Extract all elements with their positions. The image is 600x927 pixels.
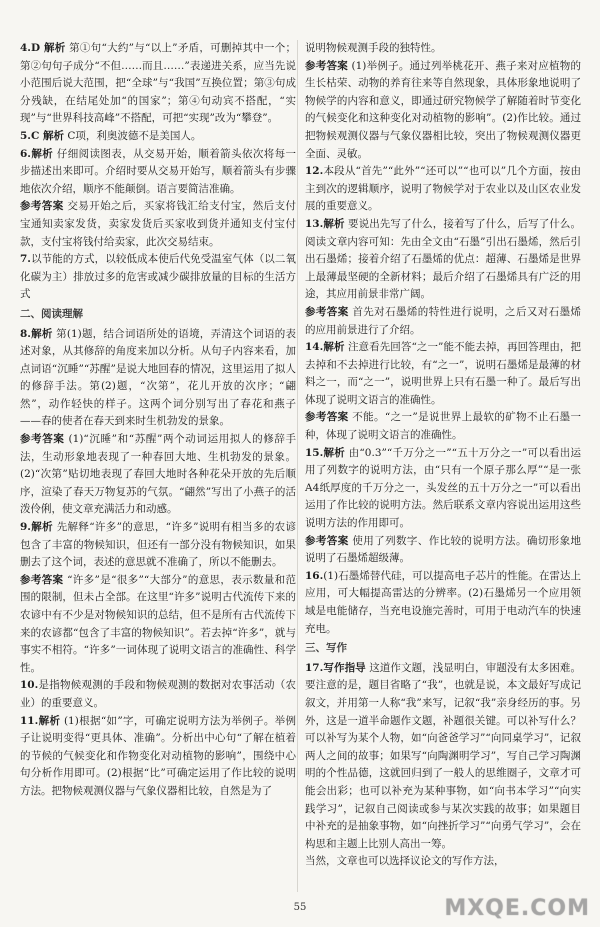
paragraph-text: 说明物候观测手段的独特性。: [305, 42, 442, 54]
page-number: 55: [293, 902, 307, 913]
paragraph-text: 要说出先写了什么，接着写了什么，后写了什么。阅读文章内容可知：先由全文由“石墨”引出石墨烯，然后引出石墨烯；接着介绍了石墨烯的优点：超薄、石墨烯是世界上最薄最坚硬的全新材料；最后介绍了石墨烯具有广泛的用途，其应用前景非常广阔。: [305, 217, 582, 301]
paragraph-text: 第(1)题，结合词语所处的语境，弄清这个词语的表述对象，从其修辞的角度来加以分析。从句子内容来看，加点词语“沉睡”“苏醒”是说大地回春的情况，这里运用了拟人的修辞手法。第(2)题，“次第”，花儿开放的次序；“翩然”，动作轻快的样子。这两个词分别写出了春花和燕子——春的使者在春天到来时生机勃发的景象。: [20, 327, 297, 428]
left-paragraph: [20, 146, 296, 199]
question-number: 7.: [20, 253, 31, 266]
left-paragraph: [20, 713, 296, 801]
question-number: 8.: [20, 327, 31, 340]
left-paragraph: [20, 128, 296, 146]
question-number: 16.: [305, 569, 324, 582]
answer-label: 参考答案: [20, 433, 65, 446]
answer-label: 参考答案: [20, 200, 64, 213]
question-number: 17.: [305, 661, 324, 674]
paragraph-text: 仔细阅读图表，从交易开始，顺着箭头依次将每一步描述出来即可。介绍时要从交易开始写，顺着箭头有步骤地依次介绍，顺序不能颠倒。语言要简洁准确。: [20, 147, 297, 195]
right-paragraph: [305, 409, 581, 444]
question-number: 13.: [305, 217, 324, 230]
section-heading: 三、写作: [305, 642, 347, 655]
left-paragraph: [20, 198, 296, 251]
paragraph-text: 使用了列数字、作比较的说明方法。确切形象地说明了石墨烯超级薄。: [305, 534, 581, 565]
left-paragraph: [20, 40, 296, 128]
paragraph-text: 不能。“之一”是说世界上最软的矿物不止石墨一种，体现了说明文语言的准确性。: [305, 411, 581, 442]
answer-label: D 解析: [30, 42, 66, 54]
paragraph-text: C项，利奥波德不是美国人。: [67, 129, 202, 142]
column-divider: [297, 40, 298, 892]
question-number: 5.: [20, 129, 31, 142]
answer-label: 解析: [38, 714, 61, 727]
answer-label: 参考答案: [20, 573, 64, 586]
answer-label: 参考答案: [305, 305, 349, 318]
question-number: 12.: [305, 165, 324, 178]
right-paragraph: [305, 163, 581, 216]
left-paragraph: [20, 519, 296, 572]
right-paragraph: [305, 568, 581, 638]
paragraph-text: (1)石墨烯替代硅，可以提高电子芯片的性能。在雷达上应用，可大幅提高雷达的分辨率。(2)石墨烯另一个应用领域是电能储存，当充电设施完善时，可用于电动汽车的快速充电。: [305, 569, 581, 635]
right-paragraph: [305, 445, 581, 533]
answer-label: 参考答案: [305, 534, 349, 547]
paragraph-text: 由“0.3”“千万分之一”“五十万分之一”可以看出运用了列数字的说明方法，由“只有一个原子那么厚”“是一张A4纸厚度的千万分之一，头发丝的五十万分之一”可以看出运用了作比较的说明方法。然后联系文章内容说出运用这些说明方法的作用即可。: [305, 446, 582, 530]
left-paragraph: [20, 572, 296, 678]
watermark-logo: MXQE.COM: [444, 896, 590, 921]
right-paragraph: [305, 40, 581, 58]
paragraph-text: (1)举例子。通过列举桃花开、燕子来对应植物的生长枯荣、动物的养育往来等自然现象，具体形象地说明了物候学的内容和意义，即通过研究物候学了解随着时节变化的气候变化和这种变化对动植物的影响”。(2)作比较。通过把物候观测仪器与气象仪器相比较，突出了物候观测仪器更全面、灵敏。: [305, 59, 582, 160]
paragraph-text: 当然，文章也可以选择议论文的写作方法，: [305, 855, 505, 868]
paragraph-text: 交易开始之后，买家将钱汇给支付宝，然后支付宝通知卖家发货，卖家发货后买家收到货并通知支付宝付款，支付宝将钱付给卖家，此次交易结束。: [20, 200, 296, 248]
paragraph-text: 这道作文题，浅显明白，审题没有太多困难。要注意的是，题目省略了“我”，也就是说，本文最好写成记叙文，并用第一人称“我”来写，记叙“我”亲身经历的事。另外，这是一道半命题作文题，补题很关键。可以补写什么？可以补写为某个人物，如“向爸爸学习”“向同桌学习”，记叙两人之间的故事；如果写“向陶渊明学习”，写自己学习陶渊明的个性品德，这就回归到了一般人的思维圈子，文章才可能会出彩；也可以补充为某种事物，如“向书本学习”“向实践学习”，记叙自己阅读或参与某次实践的故事；如果题目中补充的是抽象事物，如“向挫折学习”“向勇气学习”，会在构思和主题上比别人高出一筹。: [305, 661, 582, 850]
paragraph-text: 第①句“大约”与“以上”矛盾，可删掉其中一个；第②句句子成分“不但……而且……”表递进关系，应当先说小范围后说大范围，把“全球”与“我国”互换位置；第③句成分残缺，在结尾处加“的国家”；第④句动宾不搭配，“实现”与“世界科技高峰”不搭配，可把“实现”改为“攀登”。: [20, 42, 296, 125]
answer-label: 解析: [30, 147, 54, 160]
question-number: 15.: [305, 446, 324, 459]
paragraph-text: 以节能的方式，以较低成本使后代免受温室气体（以二氧化碳为主）排放过多的危害或减少碳排放量的目标的生活方式: [20, 253, 296, 301]
answer-label: 写作指导: [323, 661, 366, 674]
answer-label: 解析: [323, 341, 345, 354]
paragraph-text: (1)根据“如”字，可确定说明方法为举例子。举例子让说明变得“更具体、准确”。分析出中心句“了解在植着的节候的气候变化和作物变化对动植物的影响”，围绕中心句分析作用即可。(2)根据“比”可确定运用了作比较的说明方法。把物候观测仪器与气象仪器相比较，自然是为了: [20, 714, 297, 797]
paragraph-text: 首先对石墨烯的特性进行说明，之后又对石墨烯的应用前景进行了介绍。: [305, 305, 581, 336]
right-column: [305, 40, 581, 871]
paragraph-text: “许多”是“很多”“大部分”的意思，表示数量和范围的限制，但未占全部。在这里“许多”说明古代流传下来的农谚中有不少是对物候知识的总结，但不是所有古代流传下来的农谚都“包含了丰富的物候知识”。若去掉“许多”，就与事实不相符。“许多”一词体现了说明文语言的准确性、科学性。: [20, 573, 296, 674]
question-number: 9.: [20, 521, 31, 534]
answer-label: 解析: [30, 521, 53, 534]
paragraph-text: 注意看先回答“之一”能不能去掉，再回答理由，把去掉和不去掉进行比较，有“之一”，说明石墨烯是最薄的材料之一，而“之一”，说明世界上只有石墨一种了。最后写出体现了说明文语言的准确性。: [305, 341, 581, 406]
paragraph-text: (1)“沉睡”和“苏醒”两个动词运用拟人的修辞手法，生动形象地表现了一种春回大地、生机勃发的景象。(2)“次第”贴切地表现了春回大地时各种花朵开放的先后顺序，渲染了春天万物复苏的气氛。“翩然”写出了小燕子的活泼伶俐，使文章充满活力和动感。: [20, 433, 296, 516]
right-paragraph: [305, 304, 581, 339]
left-paragraph: [20, 306, 296, 324]
left-column: [20, 40, 296, 801]
right-paragraph: [305, 216, 581, 304]
question-number: 14.: [305, 341, 324, 354]
left-paragraph: [20, 677, 296, 712]
question-number: 11.: [20, 714, 39, 727]
question-number: 10.: [20, 679, 39, 692]
right-paragraph: [305, 640, 581, 658]
answer-label: 解析: [30, 327, 53, 340]
left-paragraph: [20, 326, 296, 432]
left-paragraph: [20, 431, 296, 519]
question-number: 4.: [20, 42, 31, 54]
right-paragraph: [305, 660, 581, 854]
answer-label: C 解析: [30, 129, 64, 142]
answer-label: 解析: [323, 217, 345, 230]
question-number: 6.: [20, 147, 31, 160]
answer-label: 解析: [323, 446, 346, 459]
answer-label: 参考答案: [305, 59, 348, 72]
answer-label: 参考答案: [305, 411, 349, 424]
paragraph-text: 先解释“许多”的意思，“许多”说明有相当多的农谚包含了丰富的物候知识，但还有一部分没有物候知识，如果删去了这个词，表述的意思就不准确了，所以不能删去。: [20, 521, 296, 569]
right-paragraph: [305, 853, 581, 871]
right-paragraph: [305, 533, 581, 568]
paragraph-text: 本段从“首先”“此外”“还可以”“也可以”几个方面，按由主到次的逻辑顺序，说明了物候学对于农业以及山区农业发展的重要意义。: [305, 165, 581, 213]
right-paragraph: [305, 58, 581, 164]
left-paragraph: [20, 251, 296, 304]
section-heading: 二、阅读理解: [20, 307, 83, 320]
right-paragraph: [305, 339, 581, 409]
paragraph-text: 是指物候观测的手段和物候观测的数据对农事活动（农业）的重要意义。: [20, 679, 296, 709]
